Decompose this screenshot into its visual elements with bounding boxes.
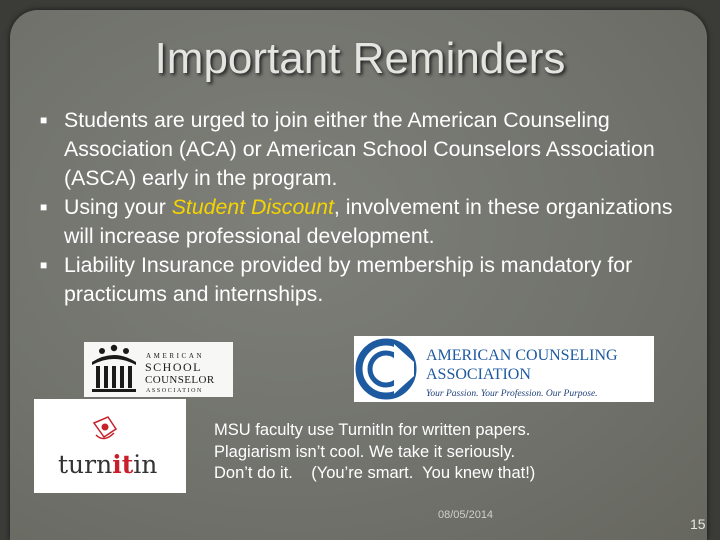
bullet-text: Liability Insurance provided by membership is mandatory for practicums and internships. xyxy=(64,253,633,306)
aca-logo-line2: ASSOCIATION xyxy=(426,366,531,383)
bullet-item xyxy=(38,193,698,251)
asca-logo-line1: AMERICAN xyxy=(146,352,205,360)
slide-title: Important Reminders xyxy=(154,34,566,83)
bullet-marker: ■ xyxy=(40,200,48,214)
bullet-marker: ■ xyxy=(40,258,48,272)
bullet-marker: ■ xyxy=(40,113,48,127)
asca-emblem-icon xyxy=(84,342,233,397)
note-line: Don’t do it. (You’re smart. You knew that!) xyxy=(214,464,536,482)
aca-logo xyxy=(354,336,654,402)
aca-emblem-icon xyxy=(354,336,654,402)
asca-logo-line4: ASSOCIATION xyxy=(146,388,203,394)
svg-text:turnitin xyxy=(58,450,157,479)
note-line: MSU faculty use TurnitIn for written papers. xyxy=(214,421,531,439)
bullet-text: , involvement in these organizations will increase professional development. xyxy=(64,195,673,248)
plagiarism-note xyxy=(214,420,535,485)
asca-logo xyxy=(84,342,233,397)
bullet-list xyxy=(38,106,698,309)
aca-logo-line1: AMERICAN COUNSELING xyxy=(426,347,618,364)
slide-number: 15 xyxy=(690,516,706,532)
turnitin-logo-turn: turn xyxy=(58,450,113,479)
turnitin-logo xyxy=(34,399,186,493)
bullet-item xyxy=(38,106,698,193)
bullet-item xyxy=(38,251,698,309)
asca-logo-line2: SCHOOL xyxy=(145,360,203,374)
footer-date: 08/05/2014 xyxy=(438,509,494,521)
note-line: Plagiarism isn’t cool. We take it seriously. xyxy=(214,442,516,461)
bullet-text: Students are urged to join either the American Counseling Association (ACA) or American School Counselors Association (ASCA) early in the program. xyxy=(64,108,655,190)
turnitin-logo-it: it xyxy=(112,450,134,479)
aca-logo-tagline: Your Passion. Your Profession. Our Purpose. xyxy=(426,389,598,399)
student-discount-emphasis: Student Discount xyxy=(171,195,334,219)
turnitin-logo-in: in xyxy=(133,450,158,479)
turnitin-emblem-icon xyxy=(34,399,186,493)
asca-logo-line3: COUNSELOR xyxy=(145,374,215,386)
bullet-text: Using your xyxy=(64,195,172,219)
